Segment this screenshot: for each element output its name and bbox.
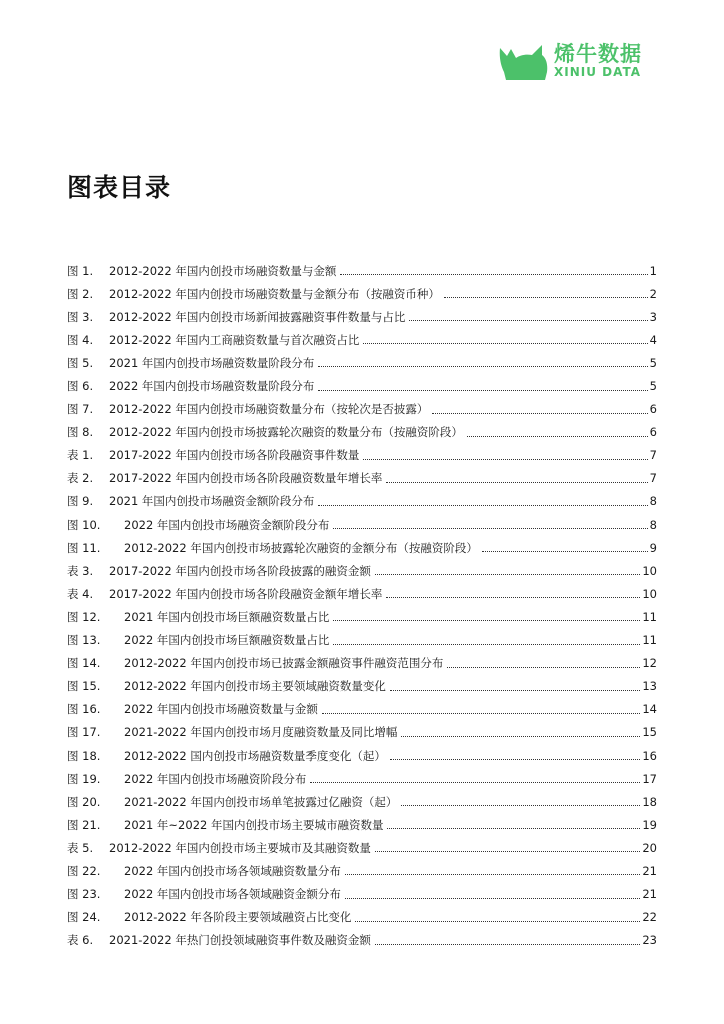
toc-entry-text: 2022 年国内创投市场融资数量阶段分布 [109, 379, 315, 394]
toc-leader-dots [318, 366, 647, 367]
toc-entry-text: 2017-2022 年国内创投市场各阶段融资事件数量 [109, 448, 360, 463]
toc-entry-label: 图 20. [67, 794, 101, 809]
toc-entry-text: 2012-2022 国内创投市场融资数量季度变化（起） [124, 748, 386, 763]
toc-leader-dots [447, 667, 640, 668]
toc-entry-page: 16 [642, 748, 657, 763]
toc-entry[interactable] [67, 906, 657, 929]
toc-entry-page: 18 [642, 794, 657, 809]
toc-entry[interactable] [67, 490, 657, 513]
toc-entry-text: 2012-2022 年国内创投市场融资数量与金额分布（按融资币种） [109, 286, 440, 301]
toc-entry-label: 图 2. [67, 286, 94, 301]
toc-entry-label: 表 3. [67, 563, 94, 578]
toc-entry-label: 图 1. [67, 263, 94, 278]
toc-entry-page: 10 [642, 586, 657, 601]
toc-leader-dots [401, 736, 640, 737]
toc-entry-label: 表 4. [67, 586, 94, 601]
toc-entry-text: 2021 年~2022 年国内创投市场主要城市融资数量 [124, 817, 384, 832]
toc-entry[interactable] [67, 605, 657, 628]
toc-entry[interactable] [67, 559, 657, 582]
toc-leader-dots [444, 297, 648, 298]
toc-entry-page: 15 [642, 725, 657, 740]
toc-entry[interactable] [67, 767, 657, 790]
toc-entry-label: 表 2. [67, 471, 94, 486]
toc-entry-page: 19 [642, 817, 657, 832]
toc-entry-label: 图 7. [67, 402, 94, 417]
toc-entry-text: 2012-2022 年国内创投市场融资数量与金额 [109, 263, 337, 278]
toc-leader-dots [432, 413, 647, 414]
toc-leader-dots [387, 828, 640, 829]
toc-entry-text: 2012-2022 年国内创投市场披露轮次融资的金额分布（按融资阶段） [124, 540, 478, 555]
toc-entry-text: 2022 年国内创投市场融资数量与金额 [124, 702, 318, 717]
toc-entry-text: 2012-2022 年国内工商融资数量与首次融资占比 [109, 332, 360, 347]
toc-entry-page: 13 [642, 679, 657, 694]
toc-entry-text: 2012-2022 年各阶段主要领域融资占比变化 [124, 910, 352, 925]
toc-entry-text: 2022 年国内创投市场各领域融资金额分布 [124, 887, 341, 902]
toc-entry[interactable] [67, 744, 657, 767]
toc-entry-page: 12 [642, 656, 657, 671]
brand-name-cn: 烯牛数据 [554, 42, 642, 66]
toc-entry-text: 2022 年国内创投市场巨额融资数量占比 [124, 633, 330, 648]
toc-entry-page: 21 [642, 863, 657, 878]
toc-entry-page: 1 [649, 263, 657, 278]
toc-entry-label: 图 15. [67, 679, 101, 694]
toc-entry-page: 21 [642, 887, 657, 902]
toc-entry-text: 2021-2022 年国内创投市场月度融资数量及同比增幅 [124, 725, 398, 740]
toc-leader-dots [345, 898, 640, 899]
toc-entry-label: 图 3. [67, 309, 94, 324]
page-title: 图表目录 [67, 173, 172, 202]
toc-entry-text: 2017-2022 年国内创投市场各阶段融资数量年增长率 [109, 471, 383, 486]
toc-entry-label: 表 1. [67, 448, 94, 463]
toc-entry[interactable] [67, 698, 657, 721]
toc-entry[interactable] [67, 859, 657, 882]
toc-leader-dots [401, 805, 640, 806]
toc-leader-dots [345, 874, 640, 875]
toc-entry-label: 图 24. [67, 910, 101, 925]
toc-entry-label: 图 16. [67, 702, 101, 717]
toc-entry-page: 5 [649, 379, 657, 394]
toc-entry-label: 图 17. [67, 725, 101, 740]
toc-leader-dots [363, 459, 647, 460]
toc-entry-text: 2017-2022 年国内创投市场各阶段披露的融资金额 [109, 563, 371, 578]
toc-entry-page: 4 [649, 332, 657, 347]
toc-entry-label: 图 10. [67, 517, 101, 532]
toc-entry-label: 图 8. [67, 425, 94, 440]
toc-leader-dots [375, 851, 641, 852]
toc-entry-page: 11 [642, 633, 657, 648]
toc-entry-page: 17 [642, 771, 657, 786]
toc-entry-page: 11 [642, 609, 657, 624]
toc-entry-text: 2012-2022 年国内创投市场披露轮次融资的数量分布（按融资阶段） [109, 425, 463, 440]
toc-entry[interactable] [67, 629, 657, 652]
toc-entry-label: 表 6. [67, 933, 94, 948]
toc-leader-dots [355, 921, 640, 922]
toc-entry-label: 图 14. [67, 656, 101, 671]
toc-entry[interactable] [67, 929, 657, 952]
toc-entry-label: 图 12. [67, 609, 101, 624]
toc-leader-dots [310, 782, 640, 783]
toc-leader-dots [409, 320, 647, 321]
toc-entry-text: 2021-2022 年热门创投领域融资事件数及融资金额 [109, 933, 371, 948]
toc-entry-label: 图 23. [67, 887, 101, 902]
toc-leader-dots [482, 551, 648, 552]
toc-entry-page: 6 [649, 402, 657, 417]
toc-entry-label: 图 18. [67, 748, 101, 763]
toc-entry-text: 2022 年国内创投市场融资阶段分布 [124, 771, 307, 786]
toc-leader-dots [333, 528, 647, 529]
toc-entry-page: 9 [649, 540, 657, 555]
brand-logo [498, 42, 642, 80]
toc-entry-label: 图 5. [67, 355, 94, 370]
toc-entry-text: 2021-2022 年国内创投市场单笔披露过亿融资（起） [124, 794, 398, 809]
toc-entry-page: 14 [642, 702, 657, 717]
toc-leader-dots [318, 390, 647, 391]
toc-entry-page: 20 [642, 840, 657, 855]
toc-entry[interactable] [67, 790, 657, 813]
toc-entry-page: 7 [649, 471, 657, 486]
toc-entry[interactable] [67, 374, 657, 397]
toc-entry-text: 2012-2022 年国内创投市场融资数量分布（按轮次是否披露） [109, 402, 429, 417]
toc-leader-dots [390, 759, 641, 760]
toc-entry-text: 2022 年国内创投市场融资金额阶段分布 [124, 517, 330, 532]
toc-entry-text: 2012-2022 年国内创投市场主要城市及其融资数量 [109, 840, 371, 855]
toc-entry[interactable] [67, 421, 657, 444]
toc-leader-dots [386, 597, 640, 598]
toc-entry-page: 22 [642, 910, 657, 925]
toc-entry[interactable] [67, 836, 657, 859]
toc-entry-label: 图 22. [67, 863, 101, 878]
toc-entry-text: 2017-2022 年国内创投市场各阶段融资金额年增长率 [109, 586, 383, 601]
brand-name-en: XINIU DATA [554, 65, 642, 79]
toc-entry-page: 6 [649, 425, 657, 440]
toc-leader-dots [333, 644, 640, 645]
toc-entry-page: 5 [649, 355, 657, 370]
rhino-logo-icon [498, 42, 548, 80]
toc-entry-label: 图 6. [67, 379, 94, 394]
toc-entry[interactable] [67, 536, 657, 559]
toc-entry-text: 2012-2022 年国内创投市场主要领域融资数量变化 [124, 679, 386, 694]
toc-entry[interactable] [67, 675, 657, 698]
toc-entry[interactable] [67, 444, 657, 467]
toc-entry-page: 23 [642, 933, 657, 948]
toc-entry[interactable] [67, 259, 657, 282]
toc-entry[interactable] [67, 582, 657, 605]
toc-entry-label: 图 11. [67, 540, 101, 555]
toc-entry-label: 表 5. [67, 840, 94, 855]
toc-entry[interactable] [67, 398, 657, 421]
toc-entry-page: 8 [649, 494, 657, 509]
toc-entry-text: 2021 年国内创投市场巨额融资数量占比 [124, 609, 330, 624]
toc-entry[interactable] [67, 328, 657, 351]
toc-entry-page: 3 [649, 309, 657, 324]
toc-entry[interactable] [67, 883, 657, 906]
toc-entry-label: 图 13. [67, 633, 101, 648]
toc-list [67, 259, 657, 952]
toc-entry[interactable] [67, 282, 657, 305]
toc-entry-page: 2 [649, 286, 657, 301]
toc-leader-dots [386, 482, 647, 483]
toc-leader-dots [375, 944, 641, 945]
toc-entry-label: 图 21. [67, 817, 101, 832]
toc-entry-text: 2012-2022 年国内创投市场已披露金额融资事件融资范围分布 [124, 656, 444, 671]
toc-entry-page: 7 [649, 448, 657, 463]
toc-entry[interactable] [67, 351, 657, 374]
toc-leader-dots [390, 690, 641, 691]
toc-leader-dots [467, 436, 648, 437]
toc-leader-dots [375, 574, 641, 575]
toc-entry-text: 2022 年国内创投市场各领域融资数量分布 [124, 863, 341, 878]
toc-leader-dots [322, 713, 640, 714]
toc-entry[interactable] [67, 305, 657, 328]
toc-leader-dots [363, 343, 647, 344]
toc-entry-text: 2012-2022 年国内创投市场新闻披露融资事件数量与占比 [109, 309, 406, 324]
toc-entry[interactable] [67, 721, 657, 744]
toc-entry-page: 8 [649, 517, 657, 532]
toc-entry-label: 图 19. [67, 771, 101, 786]
toc-entry[interactable] [67, 467, 657, 490]
toc-leader-dots [318, 505, 647, 506]
toc-entry[interactable] [67, 813, 657, 836]
toc-leader-dots [333, 620, 640, 621]
toc-entry-text: 2021 年国内创投市场融资数量阶段分布 [109, 355, 315, 370]
toc-entry-label: 图 4. [67, 332, 94, 347]
toc-entry-text: 2021 年国内创投市场融资金额阶段分布 [109, 494, 315, 509]
toc-entry[interactable] [67, 513, 657, 536]
toc-entry-label: 图 9. [67, 494, 94, 509]
toc-leader-dots [340, 274, 647, 275]
toc-entry-page: 10 [642, 563, 657, 578]
toc-entry[interactable] [67, 652, 657, 675]
